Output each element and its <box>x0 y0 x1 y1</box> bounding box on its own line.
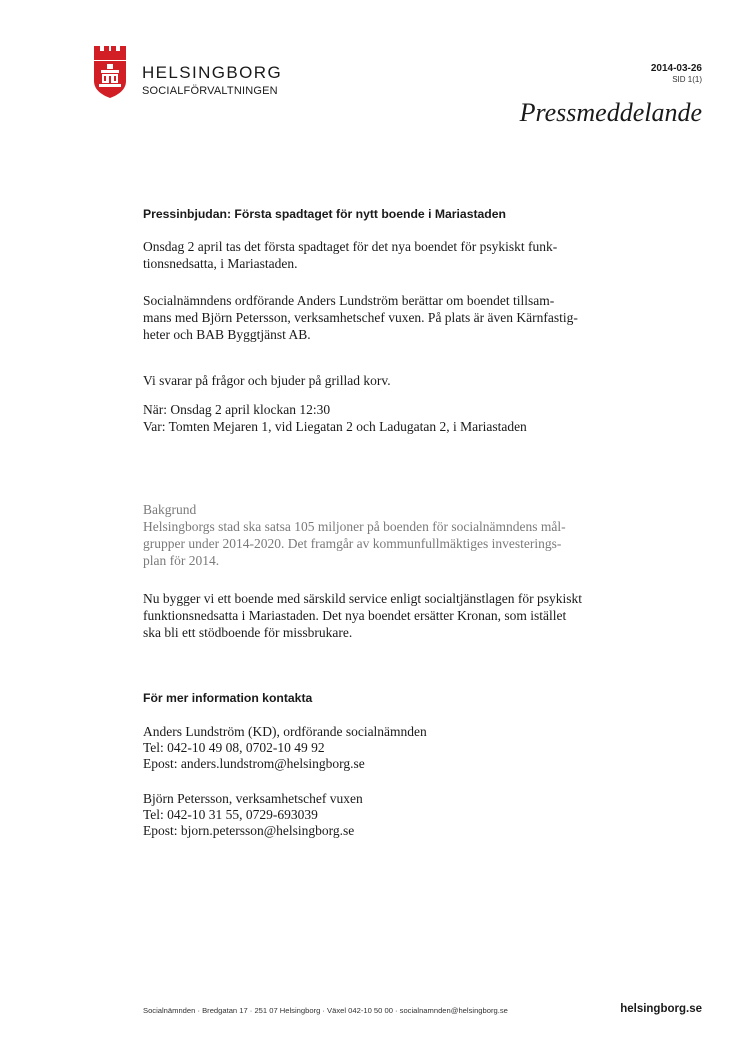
text-line: Nu bygger vi ett boende med särskild service enligt socialtjänstlagen för psykiskt <box>143 591 583 606</box>
intro-paragraph <box>143 238 613 272</box>
press-title: Pressinbjudan: Första spadtaget för nytt boende i Mariastaden <box>143 207 506 221</box>
offer-paragraph <box>143 372 613 389</box>
text-line: plan för 2014. <box>143 553 220 568</box>
contact-name: Anders Lundström (KD), ordförande socialnämnden <box>143 724 427 739</box>
background-section <box>143 501 613 569</box>
text-line: ska bli ett stödboende för missbrukare. <box>143 625 353 640</box>
text-line: Socialnämndens ordförande Anders Lundström berättar om boendet tillsam- <box>143 293 555 308</box>
brand-name: HELSINGBORG <box>142 63 283 82</box>
helsingborg-crest-logo <box>92 44 128 100</box>
contacts-heading: För mer information kontakta <box>143 691 313 705</box>
contact-name: Björn Petersson, verksamhetschef vuxen <box>143 791 363 806</box>
contact-card <box>143 724 613 772</box>
text-line: Helsingborgs stad ska satsa 105 miljoner på boenden för socialnämndens mål- <box>143 519 566 534</box>
contact-phone: Tel: 042-10 49 08, 0702-10 49 92 <box>143 740 325 755</box>
footer-address: Socialnämnden · Bredgatan 17 · 251 07 Helsingborg · Växel 042-10 50 00 · socialnamnden@helsingborg.se <box>143 1006 508 1015</box>
document-date: 2014-03-26 <box>650 63 702 74</box>
text-line: Onsdag 2 april tas det första spadtaget för det nya boendet för psykiskt funk- <box>143 239 558 254</box>
brand-department: SOCIALFÖRVALTNINGEN <box>142 85 278 97</box>
document-type: Pressmeddelande <box>519 98 702 127</box>
contact-card <box>143 791 613 839</box>
text-line: grupper under 2014-2020. Det framgår av kommunfullmäktiges investerings- <box>143 536 562 551</box>
speakers-paragraph <box>143 292 613 343</box>
contact-email: Epost: anders.lundstrom@helsingborg.se <box>143 756 365 771</box>
background-paragraph-2 <box>143 590 613 641</box>
page-number: SID 1(1) <box>672 75 702 84</box>
contact-phone: Tel: 042-10 31 55, 0729-693039 <box>143 807 318 822</box>
footer-website: helsingborg.se <box>620 1003 702 1015</box>
text-line: funktionsnedsatta i Mariastaden. Det nya boendet ersätter Kronan, som istället <box>143 608 567 623</box>
event-when: När: Onsdag 2 april klockan 12:30 <box>143 402 331 417</box>
text-line: tionsnedsatta, i Mariastaden. <box>143 256 298 271</box>
text-line: mans med Björn Petersson, verksamhetschef vuxen. På plats är även Kärnfastig- <box>143 310 578 325</box>
text-line: Vi svarar på frågor och bjuder på grillad korv. <box>143 373 391 388</box>
event-where: Var: Tomten Mejaren 1, vid Liegatan 2 och Ladugatan 2, i Mariastaden <box>143 419 527 434</box>
contact-email: Epost: bjorn.petersson@helsingborg.se <box>143 823 355 838</box>
background-heading: Bakgrund <box>143 502 197 517</box>
text-line: heter och BAB Byggtjänst AB. <box>143 327 311 342</box>
event-details <box>143 401 613 435</box>
